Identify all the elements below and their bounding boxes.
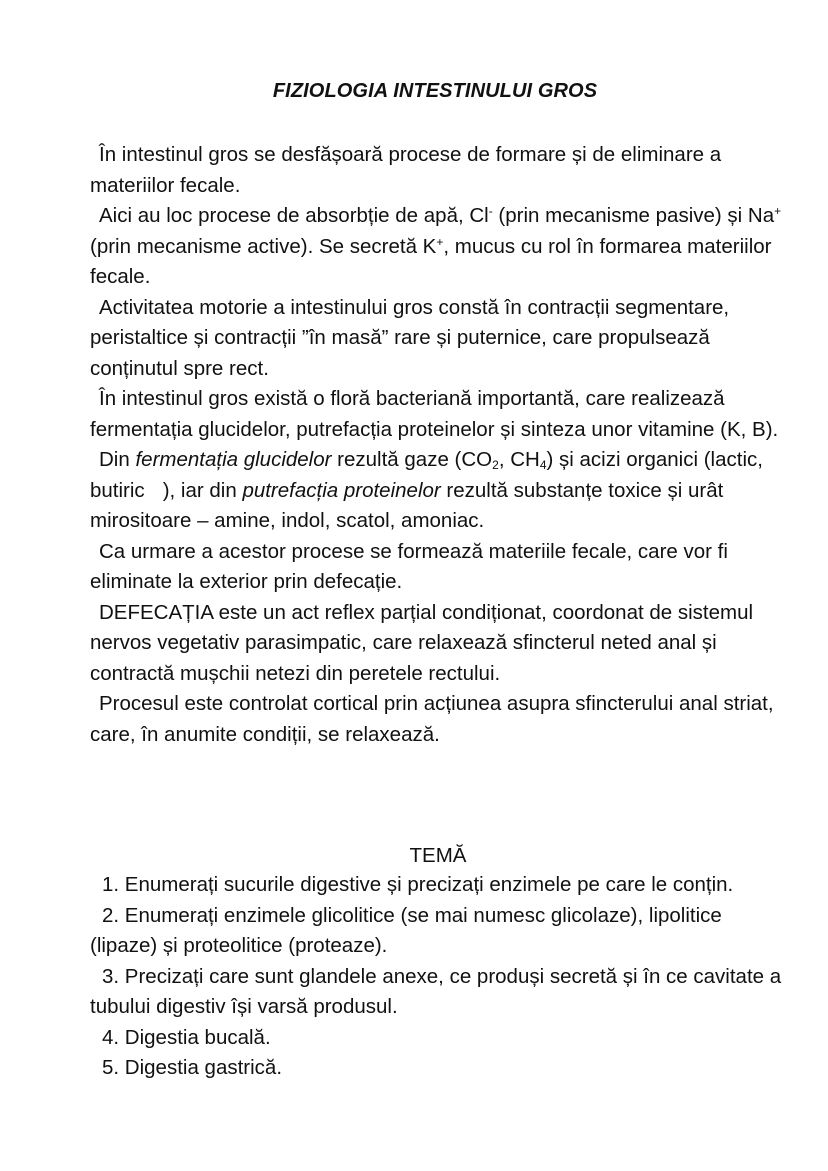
paragraph-cortical-control: Procesul este controlat cortical prin acțiunea asupra sfincterului anal striat, care, în anumite condiții, se relaxează. [90,692,774,746]
paragraph-bacterial-flora: În intestinul gros există o floră bacteriană importantă, care realizează fermentația glucidelor, putrefacția proteinelor și sinteza unor vitamine (K, B). [90,387,779,441]
text-run: ) și acizi organici (lactic, butiric [90,448,763,502]
text-run: (prin mecanisme pasive) și Na [492,204,775,227]
text-run: , mucus cu rol în formarea materiilor fecale. [90,234,772,288]
homework-item: 2. Enumerați enzimele glicolitice (se mai numesc glicolaze), lipolitice (lipaze) și proteolitice (proteaze). [90,903,722,957]
homework-item: 4. Digestia bucală. [102,1025,271,1049]
paragraph-absorption [90,201,790,293]
paragraph-formation: În intestinul gros se desfășoară procese de formare și de eliminare a materiilor fecale. [90,143,722,197]
paragraph-fermentation [90,445,790,537]
homework-list [90,870,790,1084]
text-run: , CH [498,448,540,471]
text-run: ), iar din [162,478,243,502]
text-run: (prin mecanisme active). Se secretă K [90,234,437,258]
paragraph-defecation: DEFECAȚIA este un act reflex parțial condiționat, coordonat de sistemul nervos vegetativ parasimpatic, care relaxează sfincterul neted anal și contractă mușchii netezi din peretele rectului. [90,600,754,685]
homework-item: 3. Precizați care sunt glandele anexe, ce produși secretă și în ce cavitate a tubului digestiv își varsă produsul. [90,964,782,1018]
page-title: FIZIOLOGIA INTESTINULUI GROS [272,80,598,102]
homework-item: 1. Enumerați sucurile digestive și precizați enzimele pe care le conțin. [102,873,734,896]
italic-term: fermentația glucidelor [135,448,332,471]
superscript: + [774,204,782,218]
text-run: rezultă substanțe toxice și urât mirositoare – amine, indol, scatol, amoniac. [90,478,724,532]
text-run: Din [99,448,136,471]
paragraph-feces: Ca urmare a acestor procese se formează materiile fecale, care vor fi eliminate la exterior prin defecație. [90,539,728,593]
superscript: - [488,204,493,218]
subscript: 2 [492,458,499,472]
subscript: 4 [539,458,547,472]
homework-item: 5. Digestia gastrică. [102,1056,283,1079]
homework-title: TEMĂ [409,844,467,867]
italic-term: putrefacția proteinelor [242,478,441,502]
text-run: Aici au loc procese de absorbție de apă, Cl [99,204,489,227]
body-text [90,140,790,750]
paragraph-motility: Activitatea motorie a intestinului gros constă în contracții segmentare, peristaltice și contracții ”în masă” rare și puternice, care propulsează conținutul spre rect. [90,295,730,380]
superscript: + [436,234,444,249]
text-run: rezultă gaze (CO [331,448,493,471]
